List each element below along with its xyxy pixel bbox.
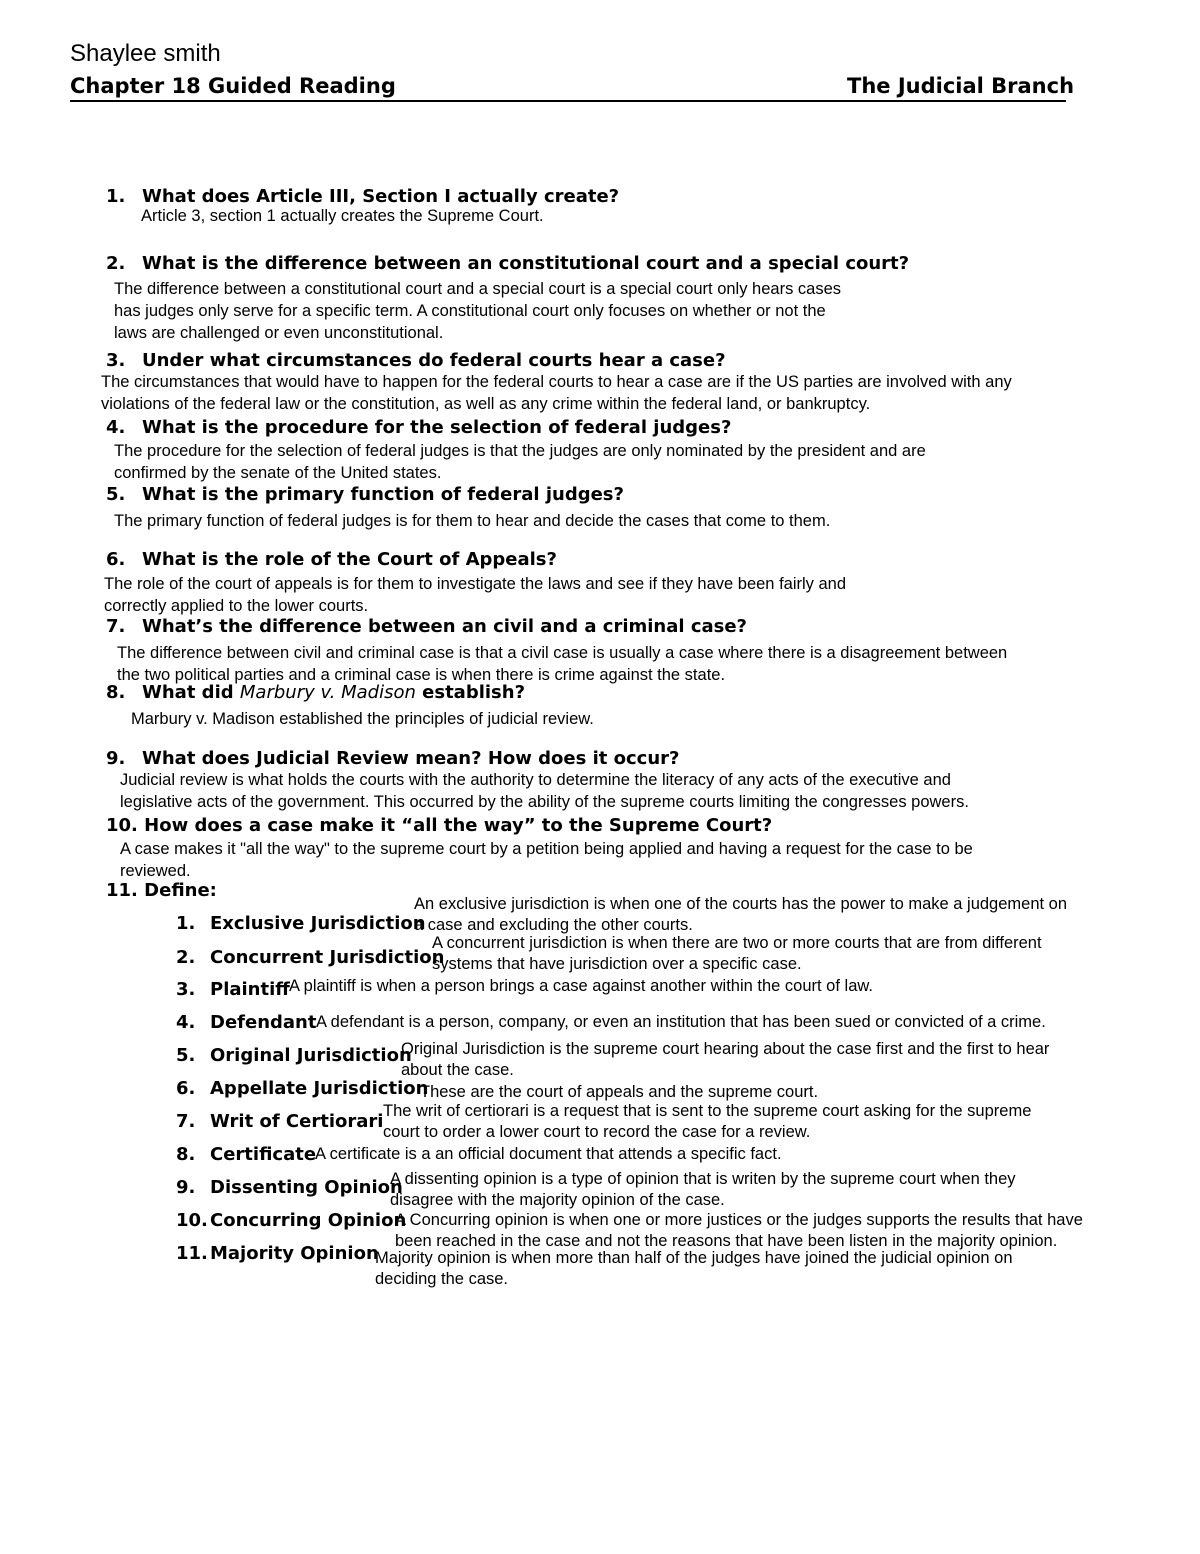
- definition-plaintiff: A plaintiff is when a person brings a case against another within the court of law.: [289, 977, 873, 995]
- term-majority-opinion: 11. Majority Opinion: [176, 1243, 379, 1264]
- question-11-define: 11. Define:: [106, 880, 217, 901]
- definition-original-jurisdiction: Original Jurisdiction is the supreme court hearing about the case first and the first to hear about the case.: [401, 1040, 1050, 1079]
- term-writ-of-certiorari: 7. Writ of Certiorari: [176, 1111, 384, 1132]
- question-2: 2. What is the difference between an constitutional court and a special court?: [106, 253, 910, 274]
- answer-1: Article 3, section 1 actually creates the Supreme Court.: [141, 207, 544, 225]
- question-10: 10. How does a case make it “all the way” to the Supreme Court?: [106, 815, 773, 836]
- term-concurring-opinion: 10. Concurring Opinion: [176, 1210, 407, 1231]
- term-appellate-jurisdiction: 6. Appellate Jurisdiction: [176, 1078, 429, 1099]
- answer-2: The difference between a constitutional court and a special court is a special court only hears cases has judges only serve for a specific term. A constitutional court only focuses on whether or not the laws are challenged or even unconstitutional.: [114, 280, 842, 342]
- term-concurrent-jurisdiction: 2. Concurrent Jurisdiction: [176, 947, 445, 968]
- term-exclusive-jurisdiction: 1. Exclusive Jurisdiction: [176, 913, 426, 934]
- question-6: 6. What is the role of the Court of Appeals?: [106, 549, 557, 570]
- answer-3: The circumstances that would have to happen for the federal courts to hear a case are if the US parties are involved with any violations of the federal law or the constitution, as well as any crime within the federal land, or bankruptcy.: [101, 373, 1012, 413]
- definition-concurrent-jurisdiction: A concurrent jurisdiction is when there are two or more courts that are from different systems that have jurisdiction over a specific case.: [432, 934, 1042, 973]
- term-defendant: 4. Defendant: [176, 1012, 317, 1033]
- answer-10: A case makes it "all the way" to the supreme court by a petition being applied and having a request for the case to be reviewed.: [120, 840, 973, 880]
- answer-9: Judicial review is what holds the courts with the authority to determine the literacy of any acts of the executive and legislative acts of the government. This occurred by the ability of the supreme courts limiting the congresses powers.: [120, 771, 969, 811]
- answer-6: The role of the court of appeals is for them to investigate the laws and see if they have been fairly and correctly applied to the lower courts.: [104, 575, 847, 615]
- question-5: 5. What is the primary function of federal judges?: [106, 484, 624, 505]
- definition-majority-opinion: Majority opinion is when more than half of the judges have joined the judicial opinion on deciding the case.: [375, 1249, 1013, 1288]
- definition-writ-of-certiorari: The writ of certiorari is a request that is sent to the supreme court asking for the supreme court to order a lower court to record the case for a review.: [383, 1102, 1032, 1141]
- page-subtitle: The Judicial Branch: [847, 74, 1075, 98]
- term-plaintiff: 3. Plaintiff: [176, 979, 290, 1000]
- question-1: 1. What does Article III, Section I actually create?: [106, 186, 620, 207]
- question-3: 3. Under what circumstances do federal courts hear a case?: [106, 350, 726, 371]
- term-certificate: 8. Certificate: [176, 1144, 317, 1165]
- definition-concurring-opinion: A Concurring opinion is when one or more justices or the judges supports the results that have been reached in the case and not the reasons that have been listen in the majority opinion.: [395, 1211, 1083, 1250]
- answer-8: Marbury v. Madison established the principles of judicial review.: [131, 710, 594, 728]
- definition-appellate-jurisdiction: These are the court of appeals and the supreme court.: [420, 1083, 819, 1101]
- answer-7: The difference between civil and criminal case is that a civil case is usually a case where there is a disagreement between the two political parties and a criminal case is when there is crime against the state.: [117, 644, 1008, 684]
- answer-5: The primary function of federal judges is for them to hear and decide the cases that come to them.: [114, 512, 831, 530]
- definition-certificate: A certificate is a an official document that attends a specific fact.: [315, 1145, 782, 1163]
- question-8: 8. What did Marbury v. Madison establish?: [106, 682, 526, 703]
- author-name: Shaylee smith: [70, 40, 221, 67]
- page-title: Chapter 18 Guided Reading: [70, 74, 396, 98]
- question-7: 7. What’s the difference between an civil and a criminal case?: [106, 616, 747, 637]
- title-underline: [70, 100, 1066, 102]
- term-original-jurisdiction: 5. Original Jurisdiction: [176, 1045, 412, 1066]
- term-dissenting-opinion: 9. Dissenting Opinion: [176, 1177, 403, 1198]
- question-4: 4. What is the procedure for the selection of federal judges?: [106, 417, 732, 438]
- answer-4: The procedure for the selection of federal judges is that the judges are only nominated by the president and are confirmed by the senate of the United states.: [114, 442, 926, 482]
- definition-defendant: A defendant is a person, company, or even an institution that has been sued or convicted of a crime.: [316, 1013, 1046, 1031]
- definition-exclusive-jurisdiction: An exclusive jurisdiction is when one of the courts has the power to make a judgement on a case and excluding the other courts.: [414, 895, 1068, 934]
- definition-dissenting-opinion: A dissenting opinion is a type of opinion that is writen by the supreme court when they disagree with the majority opinion of the case.: [390, 1170, 1016, 1209]
- question-9: 9. What does Judicial Review mean? How does it occur?: [106, 748, 680, 769]
